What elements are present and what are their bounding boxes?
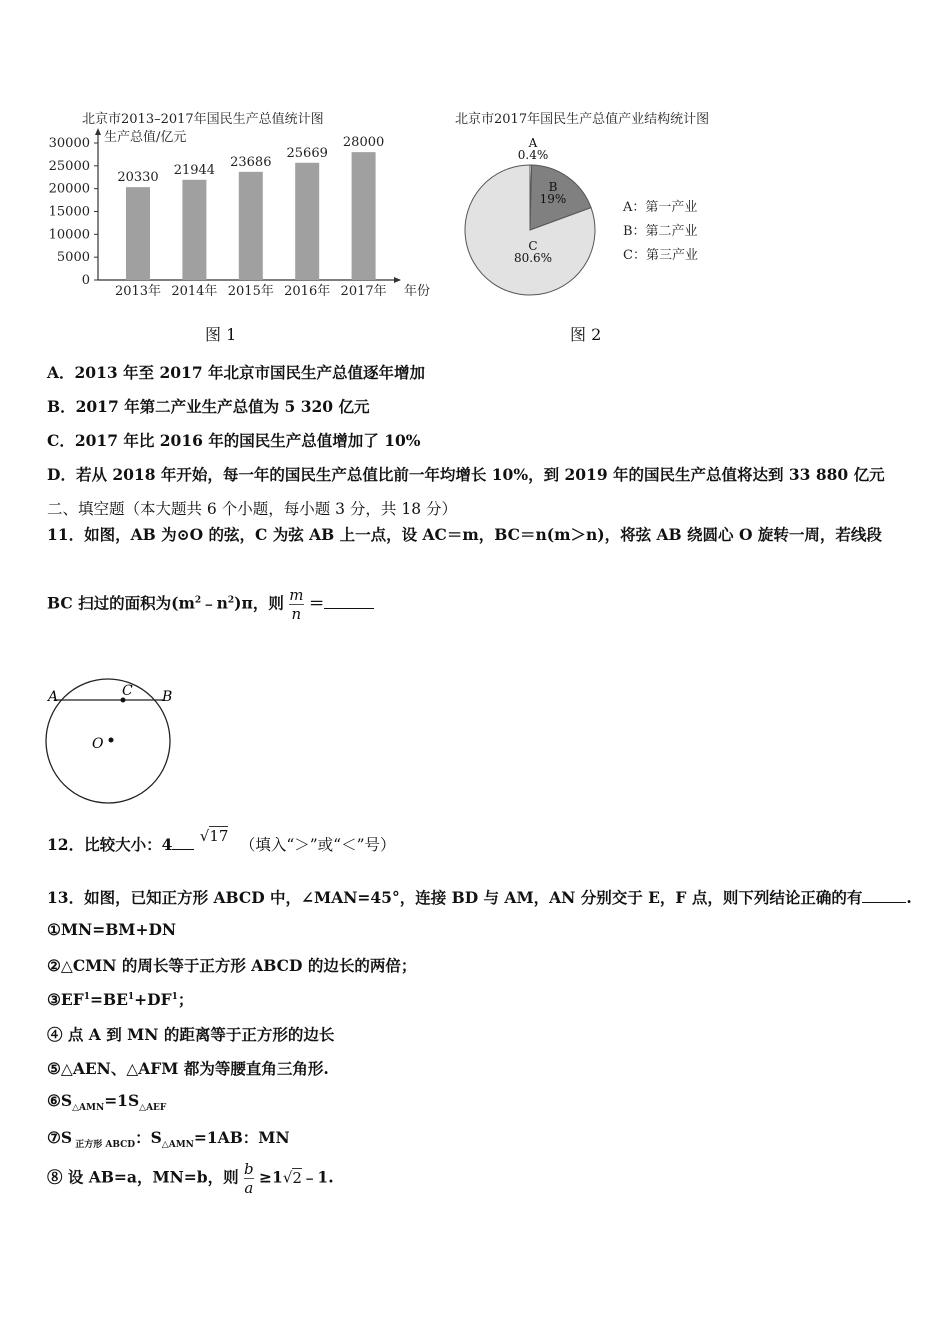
q13-s8-b: ≥1 — [259, 1167, 283, 1187]
bar-1 — [126, 187, 150, 280]
option-a: A．2013 年至 2017 年北京市国民生产总值逐年增加 — [47, 363, 425, 382]
option-c: C．2017 年比 2016 年的国民生产总值增加了 10% — [47, 431, 421, 450]
label-a: A — [48, 689, 59, 705]
figure1-caption: 图 1 — [205, 325, 237, 344]
pie-value-c: 80.6% — [513, 251, 553, 265]
q13-s7-sub2: △AMN — [161, 1140, 194, 1151]
q13-s5: ⑤△AEN、△AFM 都为等腰直角三角形. — [47, 1059, 329, 1078]
point-o — [109, 738, 114, 743]
option-d: D．若从 2018 年开始，每一年的国民生产总值比前一年均增长 10%，到 2019 年的国民生产总值将达到 33 880 亿元 — [47, 465, 885, 484]
label-b: B — [162, 689, 173, 705]
q13-s3-sup3: 1 — [171, 991, 178, 1002]
y-axis-arrow — [95, 128, 101, 135]
y-tick-label: 5000 — [56, 250, 90, 266]
q13-s7-c: =1AB：MN — [193, 1128, 290, 1147]
q13-s3-a: ③EF — [47, 990, 84, 1009]
q11-text-c: )π，则 — [234, 593, 284, 613]
q11-text-b: ﹣n — [201, 593, 228, 613]
y-tick-label: 30000 — [48, 136, 90, 151]
q13-s7-a: ⑦S — [47, 1128, 73, 1147]
bar-value-label: 23686 — [230, 154, 272, 170]
pie-value-b: 19% — [539, 192, 567, 206]
q13-stem-text: 13．如图，已知正方形 ABCD 中，∠MAN=45°，连接 BD 与 AM，AN 分别交于 E，F 点，则下列结论正确的有 — [47, 888, 863, 907]
q12-sqrt: √17 — [199, 827, 229, 845]
pie-chart — [455, 125, 745, 305]
q12 — [47, 827, 396, 855]
bar-4 — [295, 163, 319, 280]
q13-s4: ④ 点 A 到 MN 的距离等于正方形的边长 — [47, 1025, 335, 1044]
x-tick-label: 2014年 — [171, 284, 218, 299]
q13-s7 — [47, 1126, 290, 1150]
q13-stem — [47, 886, 912, 908]
legend-item: A：第一产业 — [623, 200, 698, 215]
q13-answer-blank[interactable] — [862, 887, 906, 903]
bar-5 — [352, 152, 376, 280]
x-tick-label: 2013年 — [114, 284, 162, 299]
bar-value-label: 21944 — [173, 162, 216, 178]
q11-line2 — [47, 586, 374, 623]
section-heading: 二、填空题（本大题共 6 个小题，每小题 3 分，共 18 分） — [47, 500, 458, 518]
q13-s2: ②△CMN 的周长等于正方形 ABCD 的边长的两倍； — [47, 956, 417, 975]
q11-line1: 11．如图，AB 为⊙O 的弦，C 为弦 AB 上一点，设 AC＝m，BC＝n(m＞n)，将弦 AB 绕圆心 O 旋转一周，若线段 — [47, 525, 882, 544]
label-o: O — [92, 736, 104, 752]
q13-s7-b: ：S — [135, 1128, 162, 1147]
x-tick-label: 2015年 — [227, 284, 274, 299]
q13-s8-sqrt: √2 — [282, 1168, 302, 1187]
q11-frac-den: n — [291, 605, 302, 623]
q13-s8-num: b — [244, 1160, 254, 1178]
y-tick-label: 20000 — [48, 181, 90, 197]
q12-text-a: 12．比较大小：4 — [47, 835, 173, 854]
figure2-title: 北京市2017年国民生产总值产业结构统计图 — [455, 112, 710, 127]
q12-radicand: 17 — [209, 827, 229, 845]
q13-s3-sup1: 1 — [83, 991, 90, 1002]
circle-diagram — [44, 676, 184, 806]
bar-value-label: 25669 — [286, 145, 328, 161]
figure2-caption: 图 2 — [570, 325, 602, 344]
q13-s1: ①MN=BM+DN — [47, 920, 177, 939]
y-tick-label: 0 — [81, 273, 90, 288]
pie-label-c: C — [528, 239, 538, 253]
y-axis-label: 生产总值/亿元 — [104, 130, 187, 145]
figure1-title: 北京市2013–2017年国民生产总值统计图 — [82, 112, 324, 127]
q12-answer-blank[interactable] — [172, 834, 194, 850]
q13-s8-a: ⑧ 设 AB=a，MN=b，则 — [47, 1167, 239, 1187]
bar-value-label: 20330 — [117, 170, 159, 186]
y-tick-label: 10000 — [48, 227, 90, 243]
x-tick-label: 2017年 — [340, 284, 387, 299]
q13-s6-sub2: △AEF — [139, 1103, 167, 1114]
q11-frac-num: m — [289, 586, 304, 604]
q11-sup2: 2 — [227, 595, 235, 606]
q11-fraction — [289, 586, 303, 623]
legend-item: B：第二产业 — [623, 224, 698, 239]
q13-s3-sup2: 1 — [127, 991, 135, 1002]
label-c: C — [122, 683, 133, 699]
bar-chart — [40, 125, 440, 305]
q13-s3-d: ； — [177, 990, 194, 1009]
pie-value-a: 0.4% — [517, 148, 549, 162]
q11-text-a: BC 扫过的面积为(m — [47, 593, 195, 613]
q11-eq: ＝ — [308, 593, 325, 613]
y-tick-label: 15000 — [48, 204, 90, 220]
q13-s3 — [47, 988, 193, 1010]
bar-3 — [239, 172, 263, 280]
q13-s8-c: ﹣1. — [301, 1167, 334, 1187]
q13-s6-b: =1S — [104, 1091, 140, 1110]
q13-stem-end: . — [906, 888, 912, 907]
x-axis-arrow — [394, 277, 401, 283]
q13-s3-b: =BE — [89, 990, 128, 1009]
q11-answer-blank[interactable] — [324, 593, 374, 609]
bar-value-label: 28000 — [342, 135, 385, 151]
q13-s6-a: ⑥S — [47, 1091, 73, 1110]
q13-s7-sub1: 正方形 ABCD — [72, 1140, 136, 1151]
y-tick-label: 25000 — [48, 158, 90, 174]
q11-sup1: 2 — [194, 595, 202, 606]
legend-item: C：第三产业 — [623, 248, 698, 263]
q13-s6-sub1: △AMN — [72, 1103, 105, 1114]
option-b: B．2017 年第二产业生产总值为 5 320 亿元 — [47, 397, 370, 416]
q13-s6 — [47, 1091, 166, 1113]
q13-s3-c: +DF — [134, 990, 172, 1009]
bar-2 — [182, 180, 206, 280]
q13-s8-fraction — [244, 1160, 254, 1197]
pie-label-a: A — [528, 136, 538, 150]
pie-label-b: B — [548, 180, 558, 194]
q13-s8 — [47, 1160, 334, 1197]
q13-s8-radicand: 2 — [292, 1168, 302, 1187]
x-tick-label: 2016年 — [284, 284, 331, 299]
q13-s8-den: a — [244, 1179, 254, 1197]
circle-o — [46, 679, 173, 803]
x-axis-label: 年份 — [404, 284, 431, 299]
q12-text-b: （填入“＞”或“＜”号） — [239, 836, 396, 854]
